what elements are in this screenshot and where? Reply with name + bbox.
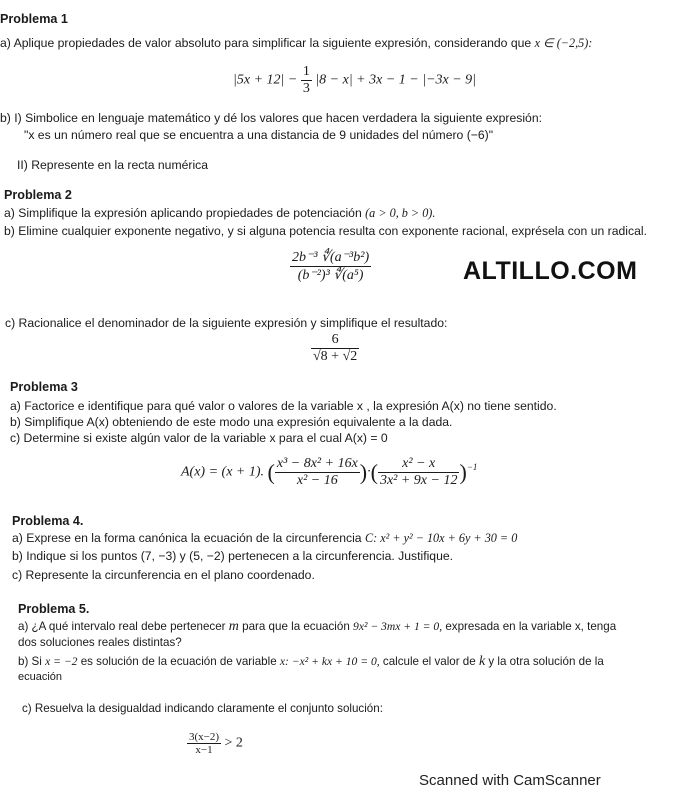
problem-2-title: Problema 2: [4, 188, 72, 202]
problem-4c-text: c) Represente la circunferencia en el plano coordenado.: [12, 568, 315, 582]
problem-4-title: Problema 4.: [12, 514, 84, 528]
problem-5b-line2: ecuación: [18, 671, 63, 683]
problem-5b-part4: y la otra solución de la: [488, 655, 604, 668]
problem-5b-eq1: x = −2: [45, 655, 78, 668]
problem-1b-quote: "x es un número real que se encuentra a una distancia de 9 unidades del número (−6)": [24, 128, 494, 142]
problem-5b-part2: es solución de la ecuación de variable: [80, 655, 277, 668]
problem-5c-text: c) Resuelva la desigualdad indicando claramente el conjunto solución:: [22, 702, 383, 715]
problem-1a-label: a): [0, 36, 11, 50]
problem-3c-text: c) Determine si existe algún valor de la variable x para el cual A(x) = 0: [10, 431, 388, 445]
problem-5b-k: k: [478, 654, 486, 669]
problem-1-equation: [233, 64, 476, 97]
problem-5b-line1: [18, 654, 604, 669]
expr2-denominator: (b⁻²)³ ∜(a⁵): [290, 266, 371, 284]
problem-5c-inequality: [187, 731, 243, 756]
problem-5a-m: m: [228, 619, 239, 634]
eq1-frac-den: 3: [302, 81, 310, 96]
problem-4a-equation: C: x² + y² − 10x + 6y + 30 = 0: [364, 531, 518, 545]
problem-5a-part1: a) ¿A qué intervalo real debe pertenecer: [18, 620, 226, 633]
problem-1a-statement: Aplique propiedades de valor absoluto para simplificar la siguiente expresión, considerando que: [13, 36, 532, 50]
problem-4a-statement: a) Exprese en la forma canónica la ecuación de la circunferencia: [12, 531, 362, 545]
problem-5a-part2: para que la ecuación: [242, 620, 350, 633]
problem-2a-condition: (a > 0, b > 0).: [365, 206, 436, 220]
ineq-right: > 2: [224, 735, 243, 751]
problem-4b-text: b) Indique si los puntos (7, −3) y (5, −2) pertenecen a la circunferencia. Justifique.: [12, 549, 454, 563]
problem-2-expression: [290, 249, 371, 284]
eq3-frac1-den: x² − 16: [275, 472, 360, 489]
problem-3-equation: A(x) = (x + 1). ( $\frac{\text{x³ − 8x² + 16x}}{\text{x² − 16}}$ )·( $\frac{\text{x² − x}}{\text{3x² + 9x − 12}}$ )$^{-1}$: [181, 456, 478, 488]
problem-1b-ii-text: II) Represente en la recta numérica: [17, 158, 209, 172]
eq1-frac-num: 1: [302, 64, 310, 79]
problem-1b-label: b) I): [0, 111, 22, 125]
problem-2b-text: b) Elimine cualquier exponente negativo, y si alguna potencia resulta con exponente racional, exprésela con un radical.: [4, 224, 647, 238]
problem-5-title: Problema 5.: [18, 602, 90, 616]
ineq-numerator: 3(x−2): [189, 731, 220, 743]
problem-1b-i-text: [0, 111, 542, 126]
expr2c-denominator: √8 + √2: [313, 349, 358, 364]
problem-5a-line2: dos soluciones reales distintas?: [18, 636, 182, 649]
problem-1a-text: [0, 36, 592, 51]
problem-5b-part1: b) Si: [18, 655, 42, 668]
problem-1a-condition: x ∈ (−2,5):: [534, 36, 593, 50]
problem-5a-part3: expresada en la variable x, tenga: [445, 620, 617, 633]
problem-5a-line1: [18, 619, 616, 634]
problem-3-title: Problema 3: [10, 380, 78, 394]
problem-1b-statement: Simbolice en lenguaje matemático y dé los valores que hacen verdadera la siguiente expresión:: [25, 111, 542, 125]
problem-2a-statement: a) Simplifique la expresión aplicando propiedades de potenciación: [4, 206, 362, 220]
problem-4a-text: [12, 531, 517, 546]
eq1-left: |5x + 12| −: [233, 72, 298, 88]
eq3-left: A(x) = (x + 1).: [181, 464, 265, 480]
altillo-logo: ALTILLO.COM: [463, 257, 638, 285]
expr2c-numerator: 6: [331, 332, 339, 347]
eq3-frac2-num: x² − x: [402, 456, 436, 471]
eq3-frac1-num: x³ − 8x² + 16x: [276, 456, 358, 471]
problem-3a-text: a) Factorice e identifique para qué valor o valores de la variable x , la expresión A(x) no tiene sentido.: [10, 399, 557, 413]
expr2-numerator: 2b⁻³ ∜(a⁻³b²): [292, 250, 370, 265]
eq3-frac2-den: 3x² + 9x − 12: [379, 473, 458, 488]
problem-2c-text: c) Racionalice el denominador de la siguiente expresión y simplifique el resultado:: [5, 316, 448, 330]
problem-3b-text: b) Simplifique A(x) obteniendo de este modo una expresión equivalente a la dada.: [10, 415, 453, 429]
eq1-right: |8 − x| + 3x − 1 − |−3x − 9|: [315, 72, 477, 88]
problem-1-title: Problema 1: [0, 12, 68, 26]
camscanner-footer: Scanned with CamScanner: [419, 772, 601, 789]
eq3-exponent: −1: [466, 462, 478, 473]
ineq-denominator: x−1: [187, 743, 221, 756]
problem-5a-equation: 9x² − 3mx + 1 = 0,: [353, 620, 443, 633]
problem-5b-part3: calcule el valor de: [382, 655, 476, 668]
problem-2c-expression: [311, 332, 359, 365]
problem-2a-text: [4, 206, 435, 221]
problem-5b-eq2: x: −x² + kx + 10 = 0,: [279, 655, 380, 668]
